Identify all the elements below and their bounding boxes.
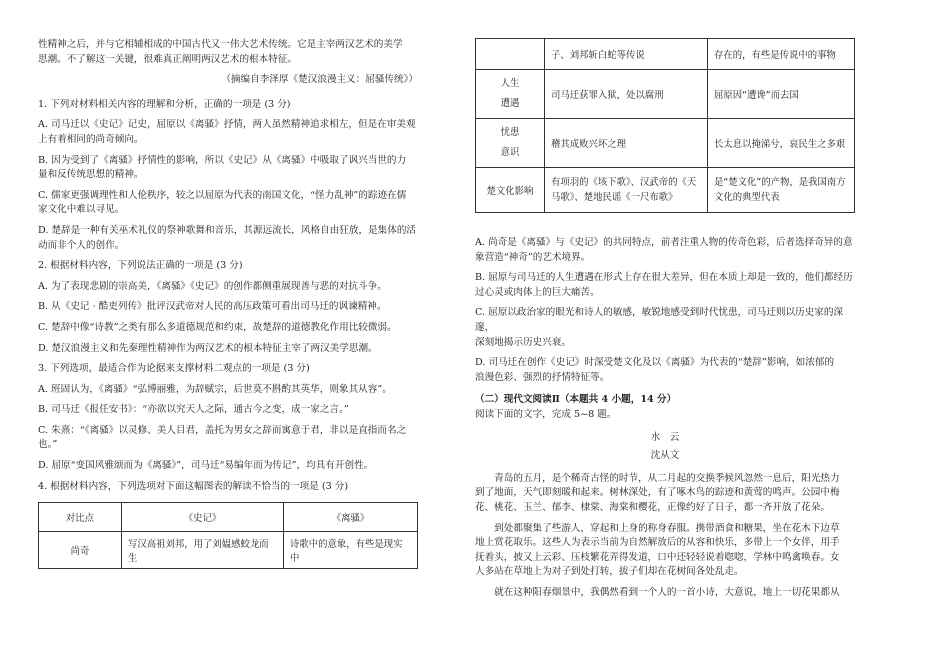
essay-paragraph: 青岛的五月，是个稀奇古怪的时节，从二月起的交换季候风忽然一息后，阳光热力 到了地面，天气即刻暖和起来。树林深处，有了啄木鸟的踪迹和黄莺的鸣声。公园中梅 花、桃花、玉兰、郁李、棣棠、海棠和樱花，正像约好了日子，都一齐开放了花朵。 bbox=[475, 472, 840, 513]
table-cell: 存在的，有些是传说中的事物 bbox=[708, 39, 855, 70]
table-cell: 忧患 意识 bbox=[476, 119, 545, 168]
essay-paragraph: 到处都聚集了些游人，穿起和上身的称身春服。携带酒食和糖果，坐在花木下边草 地上赏花取乐。这些人为表示当前为自然解放后的从容和快乐，多带上一个女伴，用手 抚着头，披又上云彩、压枝繁花弄得发道，口中还轻轻说着唿唿，学林中鸣禽唤春。女 人多站在草地上为对子到处打转，拔子们却在花树间各处乱走。 bbox=[475, 522, 840, 578]
essay-title: 水 云 bbox=[650, 431, 680, 443]
q1-option-c: C. 儒家更强调理性和人伦秩序，较之以屈原为代表的南国文化，“怪力乱神”的踪迹在儒 家文化中难以寻见。 bbox=[38, 189, 407, 216]
q1-option-d: D. 楚辞是一种有关巫术礼仪的祭神歌舞和音乐，其源远流长，风格自由狂放，是集体的活 动而非个人的创作。 bbox=[38, 224, 417, 251]
table-header-cell: 《离骚》 bbox=[283, 503, 417, 532]
table-row bbox=[39, 532, 418, 569]
table-cell: 人生 遭遇 bbox=[476, 70, 545, 119]
q4-option-c: C. 屈原以政治家的眼光和诗人的敏感，敏锐地感受到时代忧患，司马迁则以历史家的深邃， 深刻地揭示历史兴衰。 bbox=[475, 307, 844, 348]
q2-option-d: D. 楚汉浪漫主义和先秦理性精神作为两汉艺术的根本特征主宰了两汉美学思潮。 bbox=[38, 342, 378, 354]
question-3-stem: 3. 下列选项，最适合作为论据来支撑材料二观点的一项是 (3 分) bbox=[38, 363, 310, 375]
table-header-cell: 对比点 bbox=[39, 503, 122, 532]
q1-option-a: A. 司马迁以《史记》记史，屈原以《离骚》抒情，两人虽然精神追求相左，但是在审美观 上有着相同的尚奇倾向。 bbox=[38, 119, 416, 145]
question-4-stem: 4. 根据材料内容，下列选项对下面这幅图表的解读不恰当的一项是 (3 分) bbox=[38, 480, 349, 492]
intro-line: 性精神之后，并与它相辅相成的中国古代又一伟大艺术传统。它是主宰两汉艺术的美学 bbox=[38, 39, 403, 50]
section-title: （二）现代文阅读Ⅱ（本题共 4 小题，14 分） bbox=[475, 394, 677, 406]
q4-option-a: A. 尚奇是《离骚》与《史记》的共同特点，前者注重人物的传奇色彩，后者选择奇异的意 象营造“神奇”的艺术境界。 bbox=[475, 237, 853, 263]
table-cell: 写汉高祖刘邦，用了刘媪感蛟龙而生 bbox=[122, 532, 284, 569]
table-row bbox=[476, 119, 855, 168]
q3-option-c: C. 朱熹：“《离骚》以灵修、美人目君，盖托为男女之辞而寓意于君，非以是直指而名之 也。” bbox=[38, 424, 407, 451]
q3-option-a: A. 班固认为，《离骚》“弘博丽雅，为辞赋宗，后世莫不斟酌其英华，则象其从容”。 bbox=[38, 383, 392, 395]
table-cell: 尚奇 bbox=[39, 532, 122, 569]
essay-paragraph: 就在这种阳春烟景中，我偶然看到一个人的一首小诗，大意说，地上一切花果都从 bbox=[475, 586, 840, 598]
table-row bbox=[476, 168, 855, 213]
table-cell: 诗歌中的意象，有些是现实中 bbox=[283, 532, 417, 569]
table-cell: 子、刘邦斩白蛇等传说 bbox=[545, 39, 708, 70]
q3-option-b: B. 司马迁《报任安书》：“亦欲以究天人之际，通古今之变，成一家之言。” bbox=[38, 404, 349, 416]
table-header-row bbox=[39, 503, 418, 532]
table-cell: 有项羽的《垓下歌》、汉武帝的《天马歌》、楚地民谣《一尺布歌》 bbox=[545, 168, 708, 213]
table-cell: 司马迁获罪入狱，处以腐刑 bbox=[545, 70, 708, 119]
table-cell: 楚文化影响 bbox=[476, 168, 545, 213]
table-cell: 稽其成败兴坏之理 bbox=[545, 119, 708, 168]
comparison-table-top bbox=[38, 502, 418, 569]
table-cell bbox=[476, 39, 545, 70]
intro-line: 思潮。不了解这一关键，很难真正阐明两汉艺术的根本特征。 bbox=[38, 53, 298, 65]
q2-option-c: C. 楚辞中像“诗教”之类有那么多道德规范和约束，故楚辞的道德教化作用比较微弱。 bbox=[38, 321, 397, 333]
q4-option-d: D. 司马迁在创作《史记》时深受楚文化及以《离骚》为代表的“楚辞”影响，如浓郁的 浪漫色彩、强烈的抒情特征等。 bbox=[475, 357, 835, 383]
table-header-cell: 《史记》 bbox=[122, 503, 284, 532]
q1-option-b: B. 因为受到了《离骚》抒情性的影响，所以《史记》从《离骚》中吸取了讽兴当世的力 量和反传统思想的精神。 bbox=[38, 154, 407, 181]
table-cell: 长太息以掩涕兮，哀民生之多艰 bbox=[708, 119, 855, 168]
q2-option-a: A. 为了表现悲剧的崇高美，《离骚》《史记》的创作都侧重展现善与恶的对抗斗争。 bbox=[38, 280, 387, 292]
q4-option-b: B. 屈原与司马迁的人生遭遇在形式上存在很大差异，但在本质上却是一致的，他们都经历 过心灵或肉体上的巨大痛苦。 bbox=[475, 272, 853, 298]
table-row bbox=[476, 39, 855, 70]
q2-option-b: B. 从《史记 · 酷吏列传》批评汉武帝对人民的高压政策可看出司马迁的讽谏精神。 bbox=[38, 301, 387, 313]
comparison-table-continued bbox=[475, 38, 855, 213]
q3-option-d: D. 屈原“变国风雅颂而为《离骚》”，司马迁“易编年而为传记”，均具有开创性。 bbox=[38, 460, 374, 472]
table-cell: 屈原因“遭谗”而去国 bbox=[708, 70, 855, 119]
question-1-stem: 1. 下列对材料相关内容的理解和分析，正确的一项是 (3 分) bbox=[38, 98, 291, 110]
question-2-stem: 2. 根据材料内容，下列说法正确的一项是 (3 分) bbox=[38, 260, 243, 272]
source-citation: （摘编自李泽厚《楚汉浪漫主义：屈骚传统》） bbox=[221, 74, 418, 86]
essay-author: 沈从文 bbox=[650, 450, 680, 462]
section-instruction: 阅读下面的文字，完成 5~8 题。 bbox=[475, 408, 617, 420]
table-row bbox=[476, 70, 855, 119]
table-cell: 是“楚文化”的产物，是我国南方文化的典型代表 bbox=[708, 168, 855, 213]
